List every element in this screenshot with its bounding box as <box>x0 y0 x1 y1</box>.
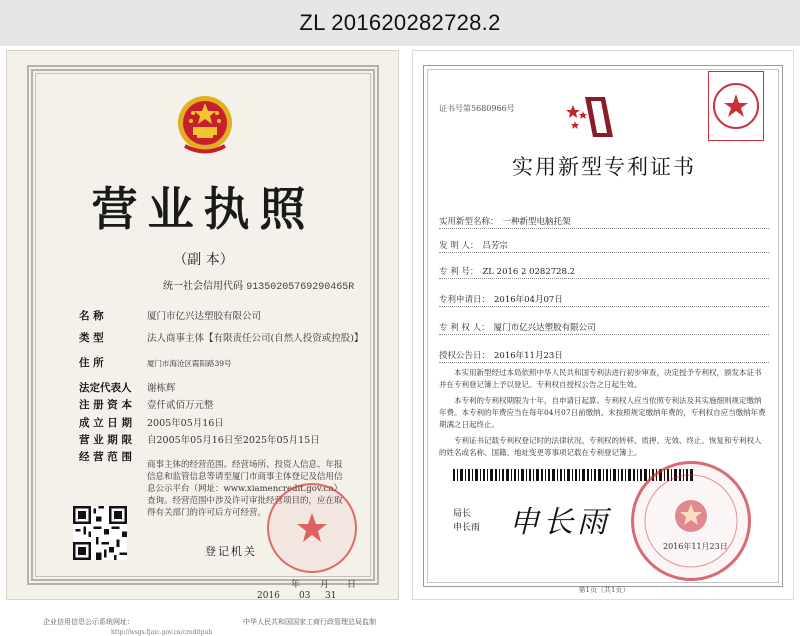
field-label: 住 所 <box>79 357 104 369</box>
field-label: 专 利 号： <box>439 267 479 277</box>
divider <box>439 334 769 335</box>
field-value: 厦门市亿兴达塑胶有限公司 <box>493 323 596 333</box>
document-header <box>0 0 800 46</box>
field-value: 2016年11月23日 <box>494 351 563 361</box>
issue-day: 31 <box>325 591 337 601</box>
divider <box>439 362 769 363</box>
field-label: 成 立 日 期 <box>79 417 132 429</box>
certificate-paragraph: 本专利的专利权期限为十年，自申请日起算。专利权人应当依照专利法及其实施细则规定缴纳年费。本专利的年费应当在每年04月07日前缴纳。未按照规定缴纳年费的，专利权自应当缴纳年费期满之日起终止。 <box>439 396 766 429</box>
divider <box>439 278 769 279</box>
license-field-scope <box>79 449 147 464</box>
field-value: 厦门市海沧区霞阳路39号 <box>147 359 232 368</box>
field-value: 谢栋辉 <box>147 383 176 394</box>
national-emblem-icon <box>175 91 235 161</box>
field-value: 自2005年05月16日至2025年05月15日 <box>147 435 320 446</box>
seal-star-icon <box>269 485 355 571</box>
patent-field-patentee <box>439 321 596 333</box>
business-scope-text: 商事主体的经营范围、经营场所、投资人信息、年报信息和监管信息等请至厦门市商事主体登记及信用信息公示平台（网址：www.xiamencredit.gov.cn）查询。经营范围中涉及许可审批经营项目的，应在取得有关部门的许可后方可经营。 <box>147 460 343 518</box>
year-char: 年 <box>291 580 301 590</box>
license-subtitle: （副 本） <box>173 252 234 268</box>
qr-code-icon <box>73 506 127 560</box>
certificate-paragraph: 本实用新型经过本局依照中华人民共和国专利法进行初步审查，决定授予专利权，颁发本证书并在专利登记簿上予以登记。专利权自授权公告之日起生效。 <box>439 368 762 389</box>
issue-month: 03 <box>299 591 311 601</box>
field-value: ZL 2016 2 0282728.2 <box>482 267 576 277</box>
field-label: 营 业 期 限 <box>79 434 132 446</box>
patent-title: 实用新型专利证书 <box>512 155 696 179</box>
patent-number-title: ZL 201620282728.2 <box>299 10 501 35</box>
certificate-paragraph: 专利证书记载专利权登记时的法律状况。专利权的转移、质押、无效、终止、恢复和专利权人的姓名或名称、国籍、地址变更等事项记载在专利登记簿上。 <box>439 436 762 457</box>
sipo-logo-icon <box>563 91 623 141</box>
seal-emblem-icon <box>709 72 763 140</box>
field-value: 壹仟贰佰万元整 <box>147 400 214 411</box>
license-field-name <box>79 308 261 323</box>
field-label: 实用新型名称： <box>439 217 499 227</box>
field-value: 法人商事主体【有限责任公司(自然人投资或控股)】 <box>147 333 364 344</box>
patent-certificate <box>412 50 794 600</box>
bureau-title-director: 局长 <box>453 509 472 519</box>
divider <box>439 306 769 307</box>
director-signature: 申长雨 <box>509 505 611 540</box>
credit-code <box>163 277 354 293</box>
business-license <box>6 50 399 636</box>
footer-left: 企业信用信息公示系统网址： <box>43 618 134 626</box>
patent-field-name <box>439 215 571 227</box>
license-field-term <box>79 432 320 447</box>
footer-right: 中华人民共和国国家工商行政管理总局监制 <box>243 618 376 626</box>
patent-office-seal <box>631 461 751 581</box>
divider <box>439 252 769 253</box>
registration-seal <box>267 483 357 573</box>
footer-url: http://wsgs.fjaic.gov.cn/creditpub <box>111 629 213 636</box>
field-value: 吕芳宗 <box>482 241 508 251</box>
field-value: 厦门市亿兴达塑胶有限公司 <box>147 311 262 322</box>
certificate-number: 证书号第5680966号 <box>439 104 515 113</box>
field-value: 2005年05月16日 <box>147 418 224 429</box>
field-label: 专 利 权 人： <box>439 323 490 333</box>
bureau-title-name: 申长雨 <box>453 523 481 533</box>
month-char: 月 <box>320 580 330 590</box>
field-label: 注 册 资 本 <box>79 399 132 411</box>
field-value: 2016年04月07日 <box>494 295 563 305</box>
field-label: 专利申请日： <box>439 295 491 305</box>
field-label: 类 型 <box>79 332 104 344</box>
patent-field-inventor <box>439 239 508 251</box>
field-value: 一种新型电脑托架 <box>502 217 571 227</box>
patent-field-filing-date <box>439 293 563 305</box>
issue-year-value: 2016 <box>257 591 280 601</box>
day-char: 日 <box>347 580 357 590</box>
divider <box>439 228 769 229</box>
patent-field-number <box>439 265 575 277</box>
patent-field-grant-date <box>439 349 563 361</box>
seal-star-icon <box>634 464 748 578</box>
field-label: 法定代表人 <box>79 382 132 394</box>
field-label: 经 营 范 围 <box>79 451 132 463</box>
field-label: 授权公告日： <box>439 351 491 361</box>
license-field-representative <box>79 380 176 395</box>
license-field-capital <box>79 397 214 412</box>
registration-authority: 登记机关 <box>205 545 257 558</box>
page-number: 第1页（共1页） <box>578 586 630 594</box>
license-field-type <box>79 330 363 345</box>
credit-code-value: 91350205769290465R <box>246 282 355 293</box>
seal-stamp-box <box>708 71 764 141</box>
credit-code-label: 统一社会信用代码 <box>163 281 243 292</box>
bureau-titles <box>453 507 480 535</box>
field-label: 发 明 人： <box>439 241 479 251</box>
field-label: 名 称 <box>79 310 104 322</box>
issue-year <box>257 591 280 601</box>
seal-date: 2016年11月23日 <box>663 542 728 551</box>
license-field-established <box>79 415 224 430</box>
license-field-address <box>79 355 232 370</box>
license-title: 营业执照 <box>91 182 316 236</box>
